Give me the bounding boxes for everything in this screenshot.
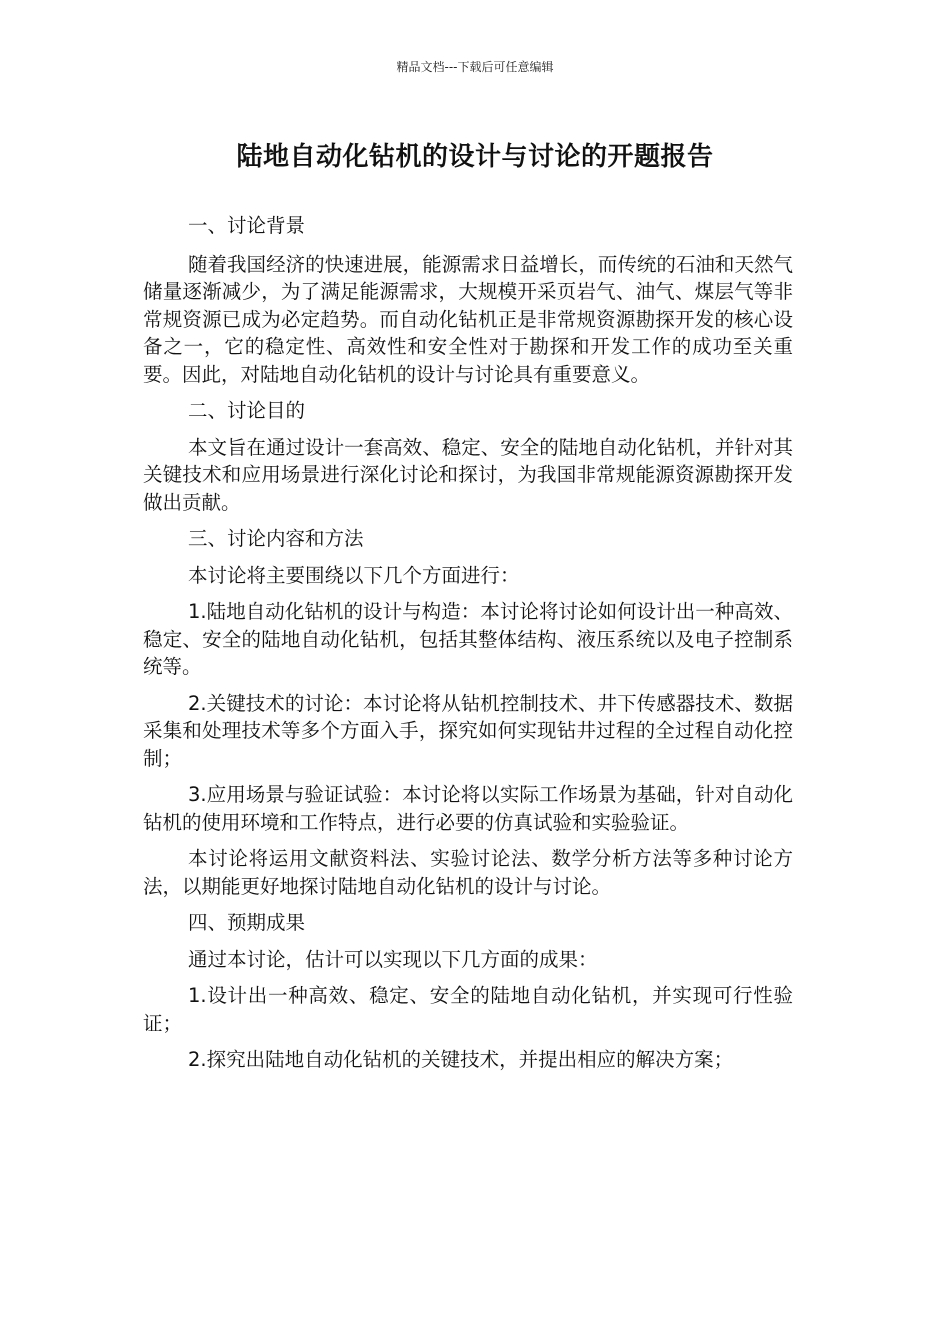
paragraph-methods: 本讨论将运用文献资料法、实验讨论法、数学分析方法等多种讨论方法，以期能更好地探讨陆地自动化钻机的设计与讨论。 xyxy=(143,847,793,898)
document-body xyxy=(143,212,793,1083)
list-item-result-2: 2.探究出陆地自动化钻机的关键技术，并提出相应的解决方案； xyxy=(188,1048,734,1071)
list-item-application: 3.应用场景与验证试验：本讨论将以实际工作场景为基础，针对自动化钻机的使用环境和工作特点，进行必要的仿真试验和实验验证。 xyxy=(143,783,793,834)
list-item-design: 1.陆地自动化钻机的设计与构造：本讨论将讨论如何设计出一种高效、稳定、安全的陆地自动化钻机，包括其整体结构、液压系统以及电子控制系统等。 xyxy=(143,600,793,678)
header-note: 精品文档---下载后可任意编辑 xyxy=(396,60,554,74)
document-title: 陆地自动化钻机的设计与讨论的开题报告 xyxy=(236,142,714,172)
paragraph-purpose: 本文旨在通过设计一套高效、稳定、安全的陆地自动化钻机，并针对其关键技术和应用场景进行深化讨论和探讨，为我国非常规能源资源勘探开发做出贡献。 xyxy=(143,435,793,514)
paragraph-results-intro: 通过本讨论，估计可以实现以下几方面的成果： xyxy=(188,947,598,971)
section-heading-content-method: 三、讨论内容和方法 xyxy=(188,527,364,550)
section-heading-purpose: 二、讨论目的 xyxy=(188,399,306,422)
list-item-key-tech: 2.关键技术的讨论：本讨论将从钻机控制技术、井下传感器技术、数据采集和处理技术等多个方面入手，探究如何实现钻井过程的全过程自动化控制； xyxy=(143,691,793,770)
list-item-result-1: 1.设计出一种高效、稳定、安全的陆地自动化钻机，并实现可行性验证； xyxy=(143,984,793,1035)
paragraph-content-intro: 本讨论将主要围绕以下几个方面进行： xyxy=(188,563,520,587)
paragraph-background: 随着我国经济的快速进展，能源需求日益增长，而传统的石油和天然气储量逐渐减少，为了满足能源需求，大规模开采页岩气、油气、煤层气等非常规资源已成为必定趋势。而自动化钻机正是非常规资源勘探开发的核心设备之一，它的稳定性、高效性和安全性对于勘探和开发工作的成功至关重要。因此，对陆地自动化钻机的设计与讨论具有重要意义。 xyxy=(143,252,793,386)
section-heading-expected-results: 四、预期成果 xyxy=(188,911,306,934)
section-heading-background: 一、讨论背景 xyxy=(188,214,306,237)
